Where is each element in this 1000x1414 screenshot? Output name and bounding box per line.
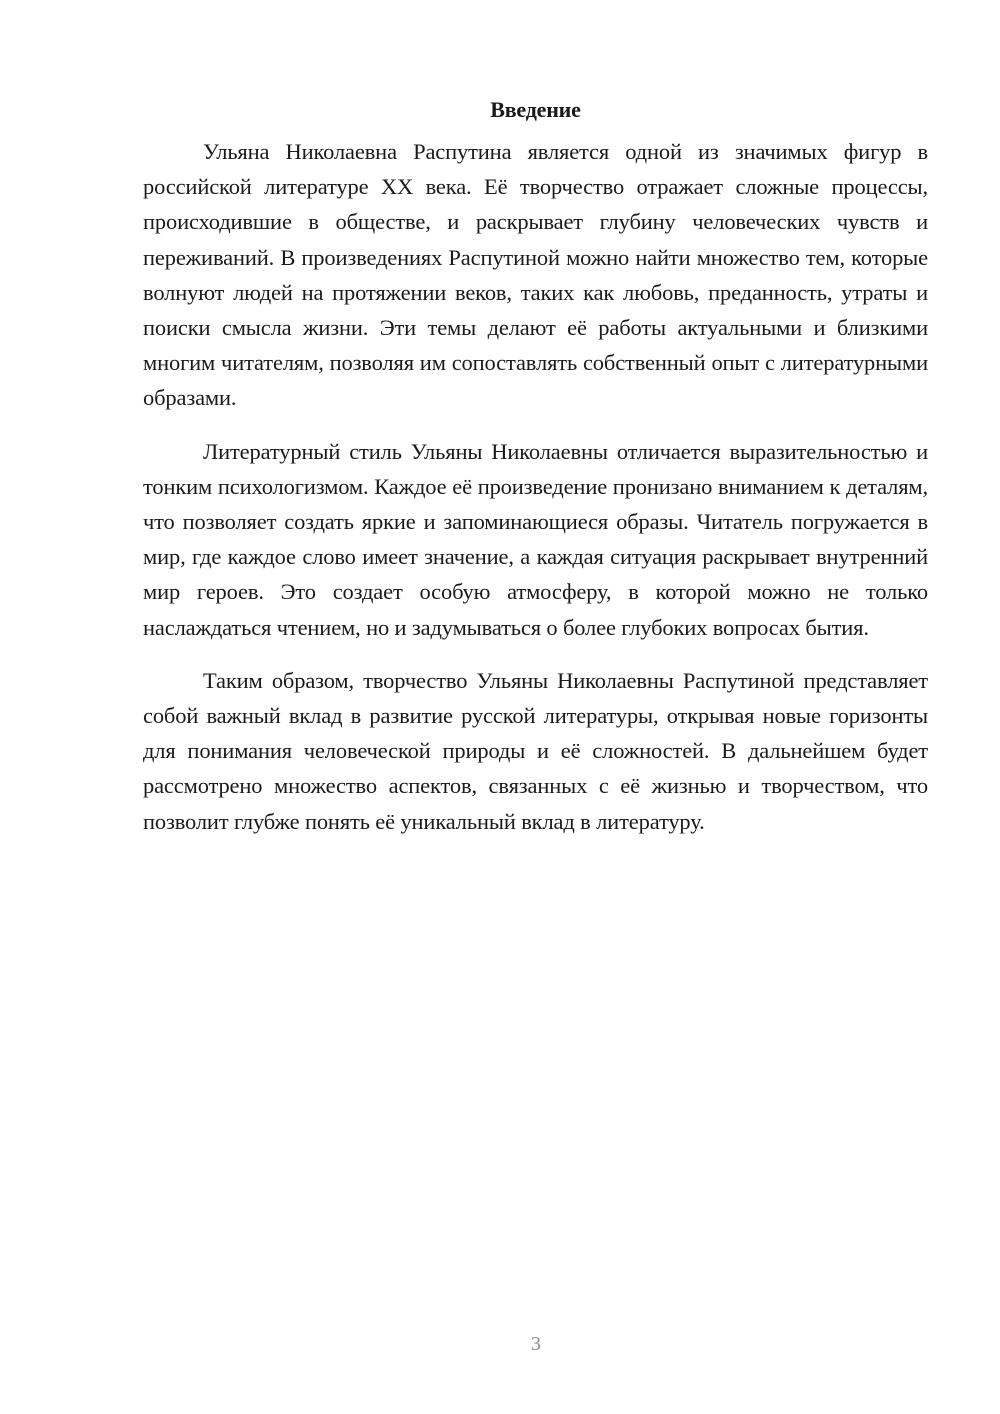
section-heading: Введение	[490, 97, 581, 122]
paragraph-3: Таким образом, творчество Ульяны Николаевны Распутиной представляет собой важный вклад в развитие русской литературы, открывая новые горизонты для понимания человеческой природы и её сложностей. В дальнейшем будет рассмотрено множество аспектов, связанных с её жизнью и творчеством, что позволит глубже понять её уникальный вклад в литературу.	[143, 667, 928, 834]
paragraph-2: Литературный стиль Ульяны Николаевны отличается выразительностью и тонким психологизмом. Каждое её произведение пронизано вниманием к деталям, что позволяет создать яркие и запоминающиеся образы. Читатель погружается в мир, где каждое слово имеет значение, а каждая ситуация раскрывает внутренний мир героев. Это создает особую атмосферу, в которой можно не только наслаждаться чтением, но и задумываться о более глубоких вопросах бытия.	[143, 438, 928, 640]
paragraph-1: Ульяна Николаевна Распутина является одной из значимых фигур в российской литературе XX века. Её творчество отражает сложные процессы, происходившие в обществе, и раскрывает глубину человеческих чувств и переживаний. В произведениях Распутиной можно найти множество тем, которые волнуют людей на протяжении веков, таких как любовь, преданность, утраты и поиски смысла жизни. Эти темы делают её работы актуальными и близкими многим читателям, позволяя им сопоставлять собственный опыт с литературными образами.	[143, 139, 928, 411]
page-number: 3	[531, 1333, 541, 1355]
page-content	[143, 92, 928, 857]
